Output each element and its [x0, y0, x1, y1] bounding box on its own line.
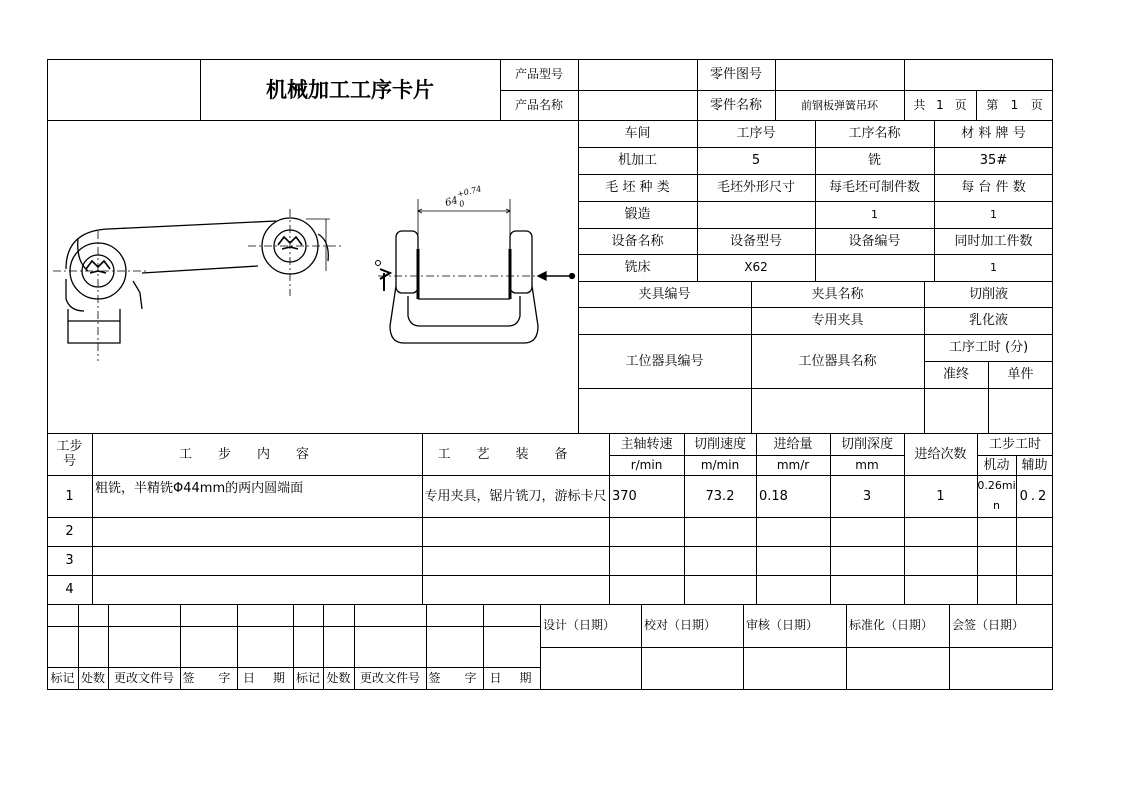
footer-change-doc-2: 更改文件号 — [359, 671, 420, 685]
footer-count-1: 处数 — [80, 671, 105, 685]
part-drawing-value[interactable] — [775, 59, 904, 90]
footer-date-2: 日期 — [489, 671, 550, 685]
blank-size-label: 毛坯外形尺寸 — [716, 180, 795, 195]
step-no: 1 — [65, 488, 74, 504]
col-equipment: 工艺装备 — [437, 446, 594, 462]
dimension-label: 64 — [444, 195, 460, 209]
footer-mark-2: 标记 — [295, 671, 320, 685]
op-name-value[interactable]: 铣 — [867, 153, 881, 168]
step-speed[interactable]: 73.2 — [705, 488, 735, 504]
step-equipment[interactable] — [422, 575, 609, 604]
part-name-value[interactable]: 前钢板弹簧吊环 — [801, 98, 878, 112]
col-passes: 进给次数 — [914, 446, 967, 462]
footer-sign-2: 签字 — [428, 671, 501, 685]
step-equipment[interactable]: 专用夹具，锯片铣刀，游标卡尺 — [424, 488, 607, 504]
blank-type-value[interactable]: 锻造 — [624, 207, 651, 222]
step-depth[interactable]: 3 — [862, 488, 872, 504]
col-machine-time: 机动 — [983, 457, 1010, 473]
product-model-value[interactable] — [578, 59, 697, 90]
simul-value[interactable]: 1 — [990, 261, 997, 274]
op-name-label: 工序名称 — [848, 126, 901, 141]
equip-name-label: 设备名称 — [611, 233, 664, 249]
total-pages-value: 1 — [936, 97, 944, 112]
product-name-label: 产品名称 — [514, 97, 563, 112]
blank-type-label: 毛 坯 种 类 — [605, 180, 670, 195]
equip-no-label: 设备编号 — [848, 233, 901, 249]
per-unit-label: 每 台 件 数 — [961, 180, 1026, 195]
equip-no-value[interactable] — [815, 254, 934, 281]
part-drawing-label: 零件图号 — [709, 67, 762, 82]
per-unit-value[interactable]: 1 — [990, 208, 997, 221]
coolant-value[interactable]: 乳化液 — [968, 313, 1008, 328]
op-time-label: 工序工时 (分) — [948, 340, 1029, 355]
part-drawing — [48, 121, 578, 433]
col-step-time: 工步工时 — [988, 436, 1041, 452]
station-tool-name-label: 工位器具名称 — [798, 353, 877, 369]
fixture-name-label: 夹具名称 — [811, 286, 864, 302]
col-aux-time: 辅助 — [1021, 457, 1048, 473]
side-view — [53, 209, 343, 361]
col-content: 工步内容 — [178, 446, 335, 462]
workshop-value[interactable]: 机加工 — [617, 153, 657, 168]
col-depth: 切削深度 — [840, 436, 893, 452]
prep-time-label: 准终 — [942, 367, 969, 382]
total-page-unit: 页 — [954, 97, 967, 112]
step-feed[interactable]: 0.18 — [759, 488, 788, 504]
front-view — [376, 199, 575, 343]
material-value[interactable]: 35# — [979, 153, 1008, 168]
step-equipment[interactable] — [422, 546, 609, 575]
step-passes[interactable]: 1 — [936, 488, 945, 504]
footer-date-1: 日期 — [243, 671, 304, 685]
product-name-value[interactable] — [578, 90, 697, 120]
check-date-label: 校对（日期） — [644, 618, 717, 632]
step-no: 2 — [65, 524, 74, 539]
station-tool-no-label: 工位器具编号 — [625, 353, 704, 369]
part-name-label: 零件名称 — [709, 97, 762, 113]
footer-mark-1: 标记 — [50, 671, 75, 685]
standard-date-label: 标准化（日期） — [849, 618, 934, 632]
fixture-no-value[interactable] — [578, 307, 751, 334]
equip-name-value[interactable]: 铣床 — [624, 260, 651, 275]
unit-time-label: 单件 — [1007, 367, 1034, 382]
step-content[interactable] — [92, 517, 425, 546]
total-pages — [904, 90, 976, 120]
footer-sign-1: 签字 — [182, 671, 255, 685]
step-spindle[interactable]: 370 — [612, 488, 637, 504]
coolant-label: 切削液 — [968, 286, 1008, 302]
tolerance-lower: 0 — [458, 198, 466, 209]
material-label: 材 料 牌 号 — [961, 126, 1026, 141]
step-aux-time[interactable]: 0.2 — [1019, 488, 1050, 504]
parts-per-blank-label: 每毛坯可制件数 — [828, 180, 920, 195]
product-model-label: 产品型号 — [514, 67, 563, 81]
step-content[interactable] — [92, 546, 425, 575]
design-date-label: 设计（日期） — [543, 618, 616, 632]
step-content[interactable] — [92, 575, 425, 604]
page-title: 机械加工工序卡片 — [266, 77, 434, 102]
workshop-label: 车间 — [624, 126, 651, 141]
fixture-no-label: 夹具编号 — [638, 286, 691, 302]
step-no: 3 — [65, 553, 74, 568]
step-no: 4 — [65, 582, 74, 597]
current-page — [976, 90, 1053, 120]
op-no-value[interactable]: 5 — [751, 153, 761, 168]
col-depth-unit: mm — [855, 457, 879, 472]
col-speed-unit: m/min — [700, 457, 740, 472]
equip-model-value[interactable]: X62 — [744, 260, 768, 274]
col-spindle-unit: r/min — [630, 457, 663, 472]
page-unit: 页 — [1030, 97, 1043, 112]
review-date-label: 审核（日期） — [746, 618, 819, 632]
col-spindle: 主轴转速 — [620, 436, 673, 452]
tolerance-upper: +0.74 — [456, 184, 483, 199]
col-feed: 进给量 — [773, 436, 813, 452]
col-step-no: 工步号 — [56, 439, 83, 469]
blank-size-value[interactable] — [697, 201, 815, 228]
step-content[interactable]: 粗铣，半精铣Φ44mm的两内圆端面 — [95, 480, 304, 496]
fixture-name-value[interactable]: 专用夹具 — [811, 313, 864, 328]
countersign-date-label: 会签（日期） — [952, 618, 1025, 632]
col-speed: 切削速度 — [693, 436, 746, 452]
op-no-label: 工序号 — [736, 126, 776, 141]
footer-change-doc-1: 更改文件号 — [113, 671, 174, 685]
page-label: 第 — [986, 97, 999, 112]
step-equipment[interactable] — [422, 517, 609, 546]
simul-label: 同时加工件数 — [954, 233, 1033, 249]
footer-count-2: 处数 — [326, 671, 351, 685]
page-number: 1 — [1010, 97, 1019, 112]
col-feed-unit: mm/r — [776, 457, 810, 472]
equip-model-label: 设备型号 — [729, 233, 782, 249]
parts-per-blank-value[interactable]: 1 — [871, 208, 878, 221]
step-machine-time[interactable]: 0.26min — [977, 479, 1016, 512]
total-label: 共 — [913, 97, 926, 112]
